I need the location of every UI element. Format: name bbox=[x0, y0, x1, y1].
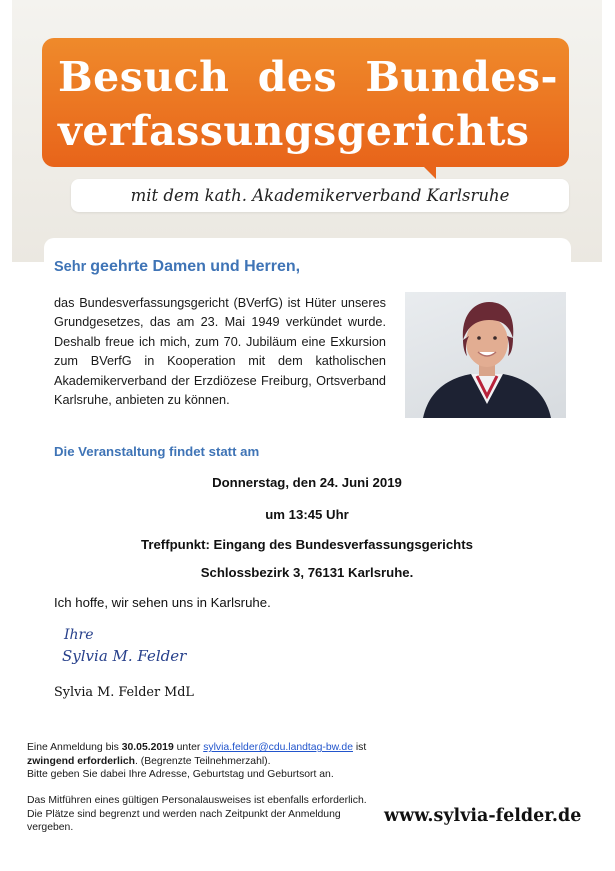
greeting-main: geehrte Damen und Herren, bbox=[90, 258, 301, 275]
intro-paragraph: das Bundesverfassungsgericht (BVerfG) ist Hüter unseres Grundgesetzes, das am 23. Mai 1949 verkündet wurde. Deshalb freue ich mich, zum 70. Jubiläum eine Exkursion zum BVerfG in Kooperation mit dem katholischen Akademikerverband der Erzdiözese Freiburg, Ortsverband Karlsruhe, anbieten zu können. bbox=[54, 296, 386, 408]
event-heading: Die Veranstaltung findet statt am bbox=[54, 444, 260, 459]
registration-note bbox=[27, 741, 372, 782]
note-text: . (Begrenzte Teilnehmerzahl). bbox=[134, 755, 271, 767]
signature-line-1: Ihre bbox=[64, 627, 94, 643]
title-word: Bundes- bbox=[365, 53, 558, 101]
speech-bubble-tail bbox=[420, 163, 436, 179]
meeting-point: Treffpunkt: Eingang des Bundesverfassungsgerichts bbox=[141, 537, 473, 552]
id-note: Das Mitführen eines gültigen Personalausweises ist ebenfalls erforderlich. Die Plätze sind begrenzt und werden nach Zeitpunkt der Anmeldung vergeben. bbox=[27, 795, 367, 834]
note-text: Eine Anmeldung bis bbox=[27, 742, 122, 753]
title-word: des bbox=[257, 53, 338, 101]
signature-line-2: Sylvia M. Felder bbox=[62, 647, 187, 665]
event-time: um 13:45 Uhr bbox=[265, 507, 349, 522]
note-text: Bitte geben Sie dabei Ihre Adresse, Geburtstag und Geburtsort an. bbox=[27, 769, 334, 781]
greeting-prefix: Sehr bbox=[54, 259, 91, 275]
registration-deadline: 30.05.2019 bbox=[121, 742, 174, 753]
event-date: Donnerstag, den 24. Juni 2019 bbox=[212, 475, 402, 490]
required-text: zwingend erforderlich bbox=[27, 755, 135, 767]
title-word: Besuch bbox=[58, 53, 230, 101]
handwritten-signature bbox=[60, 623, 200, 678]
page-title bbox=[58, 50, 558, 158]
signature-image bbox=[60, 623, 200, 673]
portrait-photo bbox=[405, 292, 566, 418]
closing-line: Ich hoffe, wir sehen uns in Karlsruhe. bbox=[54, 595, 271, 610]
email-link[interactable]: sylvia.felder@cdu.landtag-bw.de bbox=[203, 742, 353, 753]
meeting-address: Schlossbezirk 3, 76131 Karlsruhe. bbox=[200, 565, 414, 580]
note-text: ist bbox=[352, 742, 367, 753]
note-text: unter bbox=[173, 742, 204, 753]
greeting bbox=[54, 258, 300, 276]
subtitle: mit dem kath. Akademikerverband Karlsruhe bbox=[71, 179, 569, 212]
signer-name: Sylvia M. Felder MdL bbox=[54, 685, 194, 700]
portrait-image bbox=[405, 292, 566, 418]
website-link[interactable]: www.sylvia-felder.de bbox=[384, 806, 582, 826]
title-line-2: verfassungsgerichts bbox=[58, 107, 530, 155]
